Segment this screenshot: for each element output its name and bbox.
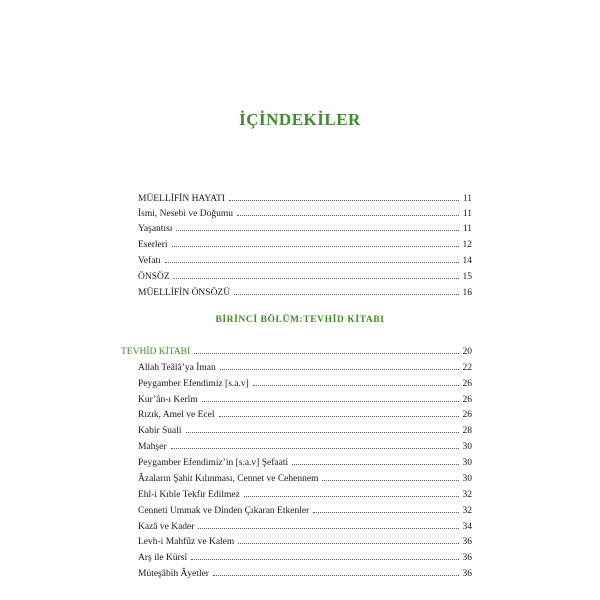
toc-entry-page: 14 xyxy=(462,256,472,266)
dot-leader xyxy=(171,438,459,449)
toc-entry-label: Ehl-i Kıble Tekfir Edilmez xyxy=(138,490,240,500)
toc-entry-label: Yaşantısı xyxy=(138,224,173,234)
toc-entry xyxy=(138,533,472,547)
toc-entry-label: Levh-i Mahfûz ve Kalem xyxy=(138,537,235,547)
dot-leader xyxy=(165,252,459,263)
toc-entry-label: Eserleri xyxy=(138,240,168,250)
toc-entry-page: 26 xyxy=(462,410,472,420)
toc-entry-label: Kur’ân-ı Kerîm xyxy=(138,395,198,405)
dot-leader xyxy=(220,359,459,370)
toc-entry xyxy=(138,359,472,373)
toc-entry xyxy=(138,391,472,405)
toc-entry xyxy=(138,236,472,250)
toc-entry-label: Allah Teâlâ’ya İman xyxy=(138,363,216,373)
toc-entry-page: 15 xyxy=(462,272,472,282)
toc-entry-page: 32 xyxy=(462,490,472,500)
dot-leader xyxy=(213,565,459,576)
toc-entry-page: 26 xyxy=(462,379,472,389)
toc-entry-page: 36 xyxy=(462,569,472,579)
toc-entry xyxy=(138,284,472,298)
toc-entry-label: Peygamber Efendimiz [s.a.v] xyxy=(138,379,249,389)
toc-entry-label: Peygamber Efendimiz’in [s.a.v] Şefaati xyxy=(138,458,289,468)
toc-entry xyxy=(138,406,472,420)
toc-entry xyxy=(138,470,472,484)
toc-entry xyxy=(138,502,472,516)
toc-entry-label: Âzaların Şahit Kılınması, Cennet ve Cehennem xyxy=(138,474,319,484)
toc-entry xyxy=(138,220,472,234)
toc-entry-label: MÜELLİFİN HAYATI xyxy=(138,194,225,204)
toc-entry-page: 11 xyxy=(462,224,472,234)
toc-entry-page: 11 xyxy=(462,209,472,219)
toc-chapter-label: TEVHİD KİTABI xyxy=(121,347,191,357)
dot-leader xyxy=(229,190,459,201)
toc-entry-label: Mahşer xyxy=(138,442,167,452)
toc-entry xyxy=(138,518,472,532)
toc-entry-label: ÖNSÖZ xyxy=(138,272,170,282)
toc-entry-page: 22 xyxy=(462,363,472,373)
toc-entry-label: İsmi, Nesebi ve Doğumu xyxy=(138,209,233,219)
toc-entry-label: Arş ile Kürsî xyxy=(138,553,188,563)
dot-leader xyxy=(244,486,459,497)
toc-chapter-entry xyxy=(121,343,472,357)
dot-leader xyxy=(313,502,458,513)
toc-entry-page: 34 xyxy=(462,522,472,532)
dot-leader xyxy=(238,533,458,544)
toc-entry-label: Rızık, Amel ve Ecel xyxy=(138,410,215,420)
dot-leader xyxy=(234,284,458,295)
toc-entry-page: 36 xyxy=(462,537,472,547)
toc-entry-page: 30 xyxy=(462,442,472,452)
toc-entry xyxy=(138,438,472,452)
toc-entry-page: 20 xyxy=(462,347,472,357)
toc-entry-page: 12 xyxy=(462,240,472,250)
dot-leader xyxy=(176,220,458,231)
toc-entry xyxy=(138,422,472,436)
toc-entry xyxy=(138,375,472,389)
section-heading: BİRİNCİ BÖLÜM:TEVHİD KİTABI xyxy=(215,315,385,325)
toc-entry xyxy=(138,252,472,266)
toc-entry-page: 11 xyxy=(462,194,472,204)
dot-leader xyxy=(202,391,459,402)
dot-leader xyxy=(237,205,459,216)
toc-entry-page: 16 xyxy=(462,288,472,298)
toc-entry xyxy=(138,454,472,468)
dot-leader xyxy=(219,406,459,417)
toc-entry-page: 28 xyxy=(462,426,472,436)
page-title: İÇİNDEKİLER xyxy=(239,110,361,129)
dot-leader xyxy=(194,343,458,354)
toc-entry xyxy=(138,268,472,282)
dot-leader xyxy=(322,470,458,481)
dot-leader xyxy=(186,422,459,433)
toc-entry-page: 30 xyxy=(462,474,472,484)
toc-entry xyxy=(138,549,472,563)
toc-entry-page: 30 xyxy=(462,458,472,468)
toc-entry-label: Kazâ ve Kader xyxy=(138,522,195,532)
toc-entry xyxy=(138,205,472,219)
toc-entry-label: Vefatı xyxy=(138,256,161,266)
dot-leader xyxy=(253,375,459,386)
toc-entry-label: MÜELLİFİN ÖNSÖZÜ xyxy=(138,288,231,298)
toc-entry-label: Kabir Suali xyxy=(138,426,182,436)
dot-leader xyxy=(172,236,459,247)
toc-entry-label: Cenneti Ummak ve Dinden Çıkaran Etkenler xyxy=(138,506,310,516)
toc-entry-label: Müteşâbih Âyetler xyxy=(138,569,209,579)
toc-entry xyxy=(138,190,472,204)
toc-entry-page: 26 xyxy=(462,395,472,405)
toc-entry-page: 36 xyxy=(462,553,472,563)
toc-entry xyxy=(138,486,472,500)
toc-entry xyxy=(138,565,472,579)
dot-leader xyxy=(191,549,458,560)
dot-leader xyxy=(292,454,458,465)
dot-leader xyxy=(198,518,458,529)
toc-entry-page: 32 xyxy=(462,506,472,516)
dot-leader xyxy=(174,268,459,279)
